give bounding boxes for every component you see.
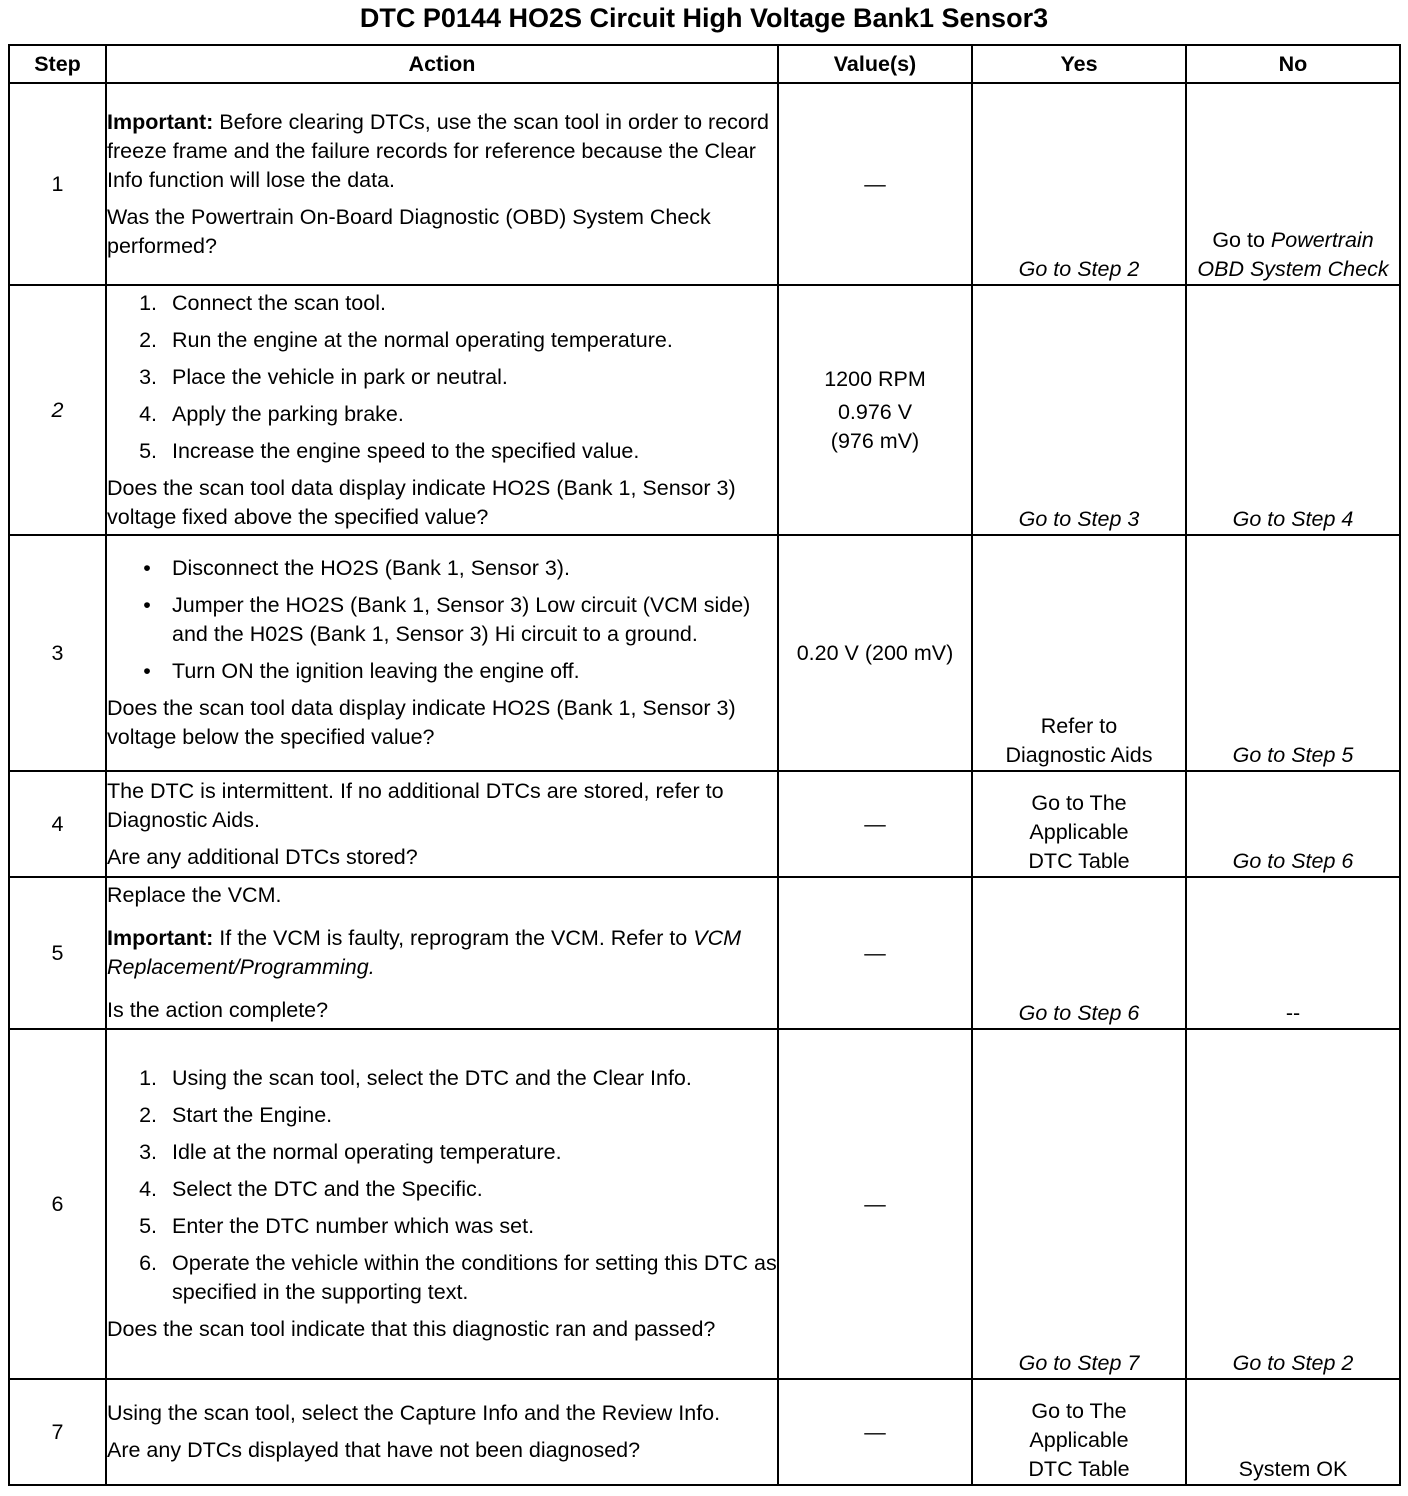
list-item: 3. Idle at the normal operating temperature. <box>139 1140 562 1164</box>
yes-outcome: Go to The Applicable DTC Table <box>972 1379 1186 1485</box>
value-cell <box>778 285 972 535</box>
no-outcome: -- <box>1186 877 1400 1029</box>
action-text: Using the scan tool, select the Capture Info and the Review Info. <box>107 1401 721 1425</box>
list-item: 4. Apply the parking brake. <box>139 401 404 426</box>
value-voltage: 0.976 V <box>837 399 913 424</box>
action-cell <box>106 771 778 877</box>
value-millivolts: (976 mV) <box>830 428 920 453</box>
header-action: Action <box>106 45 778 83</box>
important-note <box>107 108 777 195</box>
step-number: 4 <box>9 771 106 877</box>
table-row-step-4 <box>9 771 1400 877</box>
value-cell: — <box>778 1379 972 1485</box>
list-item: 3. Place the vehicle in park or neutral. <box>139 364 508 389</box>
procedure-list <box>107 1064 777 1307</box>
step-number: 6 <box>9 1029 106 1379</box>
action-text: The DTC is intermittent. If no additional DTCs are stored, refer to Diagnostic Aids. <box>107 778 724 832</box>
important-label: Important: <box>107 109 214 134</box>
action-cell <box>106 83 778 285</box>
table-row-step-2 <box>9 285 1400 535</box>
action-cell <box>106 285 778 535</box>
header-no: No <box>1186 45 1400 83</box>
table-header-row <box>9 45 1400 83</box>
step-number: 1 <box>9 83 106 285</box>
important-text: Before clearing DTCs, use the scan tool in order to record freeze frame and the failure records for reference because the Clear Info function will lose the data. <box>107 109 769 192</box>
no-outcome: Go to Step 6 <box>1186 771 1400 877</box>
important-text: If the VCM is faulty, reprogram the VCM. Refer to <box>213 926 694 950</box>
list-item: • Turn ON the ignition leaving the engine off. <box>143 659 580 683</box>
header-values: Value(s) <box>778 45 972 83</box>
action-question: Does the scan tool indicate that this diagnostic ran and passed? <box>107 1317 716 1341</box>
table-row-step-3 <box>9 535 1400 771</box>
reference-link: VCM Replacement/Programming. <box>107 926 742 979</box>
list-item: 2. Start the Engine. <box>139 1103 333 1127</box>
step-number: 3 <box>9 535 106 771</box>
list-item: 1. Using the scan tool, select the DTC and the Clear Info. <box>139 1066 692 1090</box>
list-item: • Jumper the HO2S (Bank 1, Sensor 3) Low circuit (VCM side) and the H02S (Bank 1, Sensor 3) Hi circuit to a ground. <box>143 593 751 646</box>
value-cell: — <box>778 877 972 1029</box>
list-item: 1. Connect the scan tool. <box>139 290 386 315</box>
list-item: 6. Operate the vehicle within the conditions for setting this DTC as specified in the supporting text. <box>139 1251 777 1304</box>
important-note <box>107 924 777 982</box>
action-text: Replace the VCM. <box>107 883 282 907</box>
list-item: 4. Select the DTC and the Specific. <box>139 1177 483 1201</box>
action-question: Was the Powertrain On-Board Diagnostic (OBD) System Check performed? <box>107 204 711 258</box>
action-question: Are any DTCs displayed that have not been diagnosed? <box>107 1438 641 1462</box>
value-cell: — <box>778 1029 972 1379</box>
table-row-step-1 <box>9 83 1400 285</box>
action-question: Is the action complete? <box>107 998 329 1022</box>
yes-outcome: Go to Step 3 <box>972 285 1186 535</box>
yes-outcome: Go to The Applicable DTC Table <box>972 771 1186 877</box>
table-row-step-5 <box>9 877 1400 1029</box>
procedure-list <box>107 554 777 686</box>
action-cell <box>106 1379 778 1485</box>
yes-outcome: Go to Step 2 <box>972 83 1186 285</box>
action-question: Does the scan tool data display indicate HO2S (Bank 1, Sensor 3) voltage fixed above the specified value? <box>107 475 736 529</box>
header-yes: Yes <box>972 45 1186 83</box>
step-number: 7 <box>9 1379 106 1485</box>
no-outcome: System OK <box>1186 1379 1400 1485</box>
document-title: DTC P0144 HO2S Circuit High Voltage Bank1 Sensor3 <box>359 3 1049 33</box>
yes-outcome: Refer to Diagnostic Aids <box>972 535 1186 771</box>
value-cell: — <box>778 771 972 877</box>
no-reference: Powertrain OBD System Check <box>1197 228 1389 281</box>
action-cell <box>106 535 778 771</box>
list-item: 2. Run the engine at the normal operating temperature. <box>139 327 673 352</box>
table-row-step-7 <box>9 1379 1400 1485</box>
no-outcome: Go to Step 2 <box>1186 1029 1400 1379</box>
yes-outcome: Go to Step 7 <box>972 1029 1186 1379</box>
action-question: Does the scan tool data display indicate HO2S (Bank 1, Sensor 3) voltage below the specified value? <box>107 696 736 749</box>
action-cell <box>106 877 778 1029</box>
list-item: 5. Enter the DTC number which was set. <box>139 1214 535 1238</box>
step-number: 2 <box>9 285 106 535</box>
no-prefix: Go to <box>1212 228 1271 252</box>
action-cell <box>106 1029 778 1379</box>
no-outcome: Go to Step 5 <box>1186 535 1400 771</box>
table-row-step-6 <box>9 1029 1400 1379</box>
list-item: 5. Increase the engine speed to the specified value. <box>139 438 640 463</box>
no-outcome <box>1186 83 1400 285</box>
important-label: Important: <box>107 926 214 950</box>
diagnostic-table <box>8 44 1401 1486</box>
value-rpm: 1200 RPM <box>824 366 926 391</box>
value-cell: — <box>778 83 972 285</box>
yes-outcome: Go to Step 6 <box>972 877 1186 1029</box>
value-cell: 0.20 V (200 mV) <box>778 535 972 771</box>
step-number: 5 <box>9 877 106 1029</box>
action-question: Are any additional DTCs stored? <box>107 844 418 869</box>
no-outcome: Go to Step 4 <box>1186 285 1400 535</box>
procedure-list <box>107 289 777 466</box>
header-step: Step <box>9 45 106 83</box>
list-item: • Disconnect the HO2S (Bank 1, Sensor 3). <box>143 556 570 580</box>
